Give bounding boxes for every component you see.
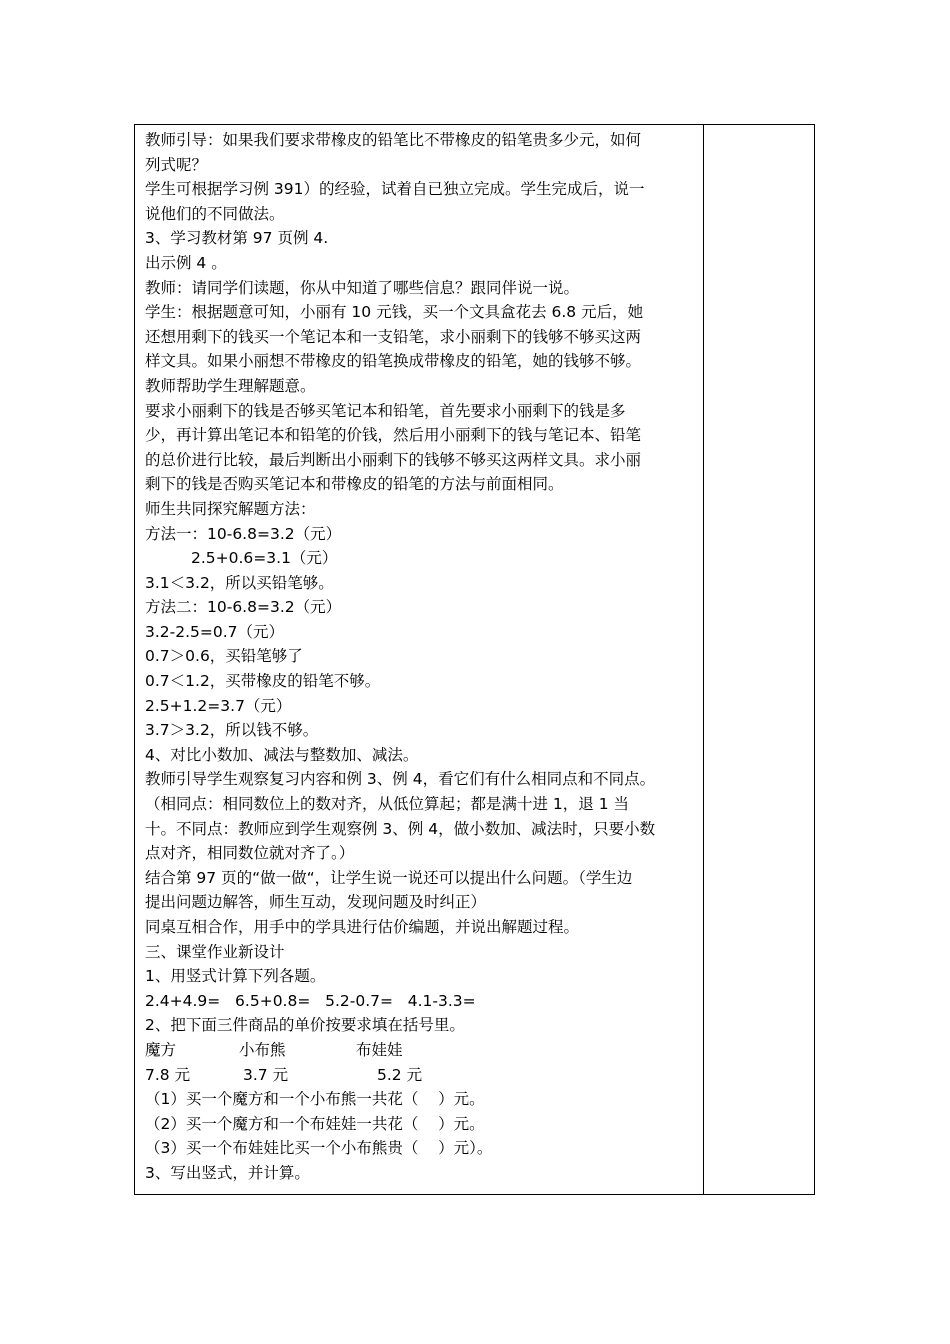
text-line: 结合第 97 页的“做一做“，让学生说一说还可以提出什么问题。（学生边: [145, 868, 633, 887]
text-line: 列式呢？: [145, 155, 208, 174]
item-name: 布娃娃: [356, 1040, 403, 1059]
method-line: 方法一：10-6.8=3.2（元）: [145, 524, 342, 543]
method-line: 2.5+1.2=3.7（元）: [145, 696, 292, 715]
text-line: 还想用剩下的钱买一个笔记本和一支铅笔，求小丽剩下的钱够不够买这两: [145, 327, 642, 346]
text-line: 学生可根据学习例 391）的经验，试着自已独立完成。学生完成后，说一: [145, 180, 645, 199]
exercise-expressions: 2.4+4.9= 6.5+0.8= 5.2-0.7= 4.1-3.3=: [145, 991, 476, 1010]
method-line: 3.1＜3.2，所以买铅笔够。: [145, 573, 334, 592]
section-heading: 4、对比小数加、减法与整数加、减法。: [145, 745, 419, 764]
text-line: 要求小丽剩下的钱是否够买笔记本和铅笔，首先要求小丽剩下的钱是多: [145, 401, 626, 420]
item-name: 魔方: [145, 1040, 177, 1059]
item-price: 7.8 元: [145, 1065, 191, 1084]
text-line: 同桌互相合作，用手中的学具进行估价编题，并说出解题过程。: [145, 918, 580, 936]
lesson-content-cell: [135, 125, 704, 1194]
notes-cell: [704, 125, 814, 1194]
text-line: 剩下的钱是否购买笔记本和带橡皮的铅笔的方法与前面相同。: [145, 475, 564, 494]
item-price: 5.2 元: [377, 1065, 423, 1084]
text-line: 教师：请同学们读题，你从中知道了哪些信息？跟同伴说一说。: [145, 278, 580, 297]
text-line: 十。不同点：教师应到学生观察例 3、例 4，做小数加、减法时，只要小数: [145, 819, 656, 838]
question-line: （2）买一个魔方和一个布娃娃一共花（ ）元。: [145, 1114, 485, 1133]
exercise-heading: 1、用竖式计算下列各题。: [145, 967, 326, 986]
text-line: 教师引导学生观察复习内容和例 3、例 4，看它们有什么相同点和不同点。: [145, 770, 656, 789]
item-prices-row: [145, 1063, 703, 1088]
text-line: 师生共同探究解题方法：: [145, 499, 316, 518]
text-line: 学生：根据题意可知，小丽有 10 元钱，买一个文具盒花去 6.8 元后，她: [145, 303, 644, 322]
question-line: （1）买一个魔方和一个小布熊一共花（ ）元。: [145, 1090, 485, 1109]
text-line: 点对齐，相同数位就对齐了。）: [145, 844, 355, 863]
text-line: 少，再计算出笔记本和铅笔的价钱，然后用小丽剩下的钱与笔记本、铅笔: [145, 426, 642, 445]
method-line: 2.5+0.6=3.1（元）: [191, 549, 338, 568]
section-heading: 三、课堂作业新设计: [145, 942, 285, 961]
section-heading: 3、学习教材第 97 页例 4.: [145, 229, 329, 248]
text-line: 样文具。如果小丽想不带橡皮的铅笔换成带橡皮的铅笔，她的钱够不够。: [145, 352, 642, 371]
exercise-heading: 2、把下面三件商品的单价按要求填在括号里。: [145, 1016, 465, 1035]
method-line: 0.7＜1.2，买带橡皮的铅笔不够。: [145, 672, 381, 691]
lesson-table: [134, 124, 815, 1195]
text-line: 说他们的不同做法。: [145, 204, 285, 223]
exercise-heading: 3、写出竖式，并计算。: [145, 1163, 310, 1182]
text-line: 教师帮助学生理解题意。: [145, 376, 316, 395]
text-line: 出示例 4 。: [145, 253, 227, 272]
method-line: 方法二：10-6.8=3.2（元）: [145, 598, 342, 617]
method-line: 3.7＞3.2，所以钱不够。: [145, 721, 319, 740]
text-line: 的总价进行比较，最后判断出小丽剩下的钱够不够买这两样文具。求小丽: [145, 450, 642, 469]
method-line: 3.2-2.5=0.7（元）: [145, 622, 285, 641]
text-line: 提出问题边解答，师生互动，发现问题及时纠正）: [145, 893, 487, 912]
item-name: 小布熊: [239, 1040, 286, 1059]
question-line: （3）买一个布娃娃比买一个小布熊贵（ ）元）。: [145, 1139, 493, 1158]
item-names-row: [145, 1038, 703, 1063]
method-line: 0.7＞0.6，买铅笔够了: [145, 647, 303, 666]
text-line: （相同点：相同数位上的数对齐，从低位算起；都是满十进 1，退 1 当: [145, 795, 630, 814]
item-price: 3.7 元: [243, 1065, 289, 1084]
text-line: 教师引导：如果我们要求带橡皮的铅笔比不带橡皮的铅笔贵多少元，如何: [145, 131, 642, 149]
